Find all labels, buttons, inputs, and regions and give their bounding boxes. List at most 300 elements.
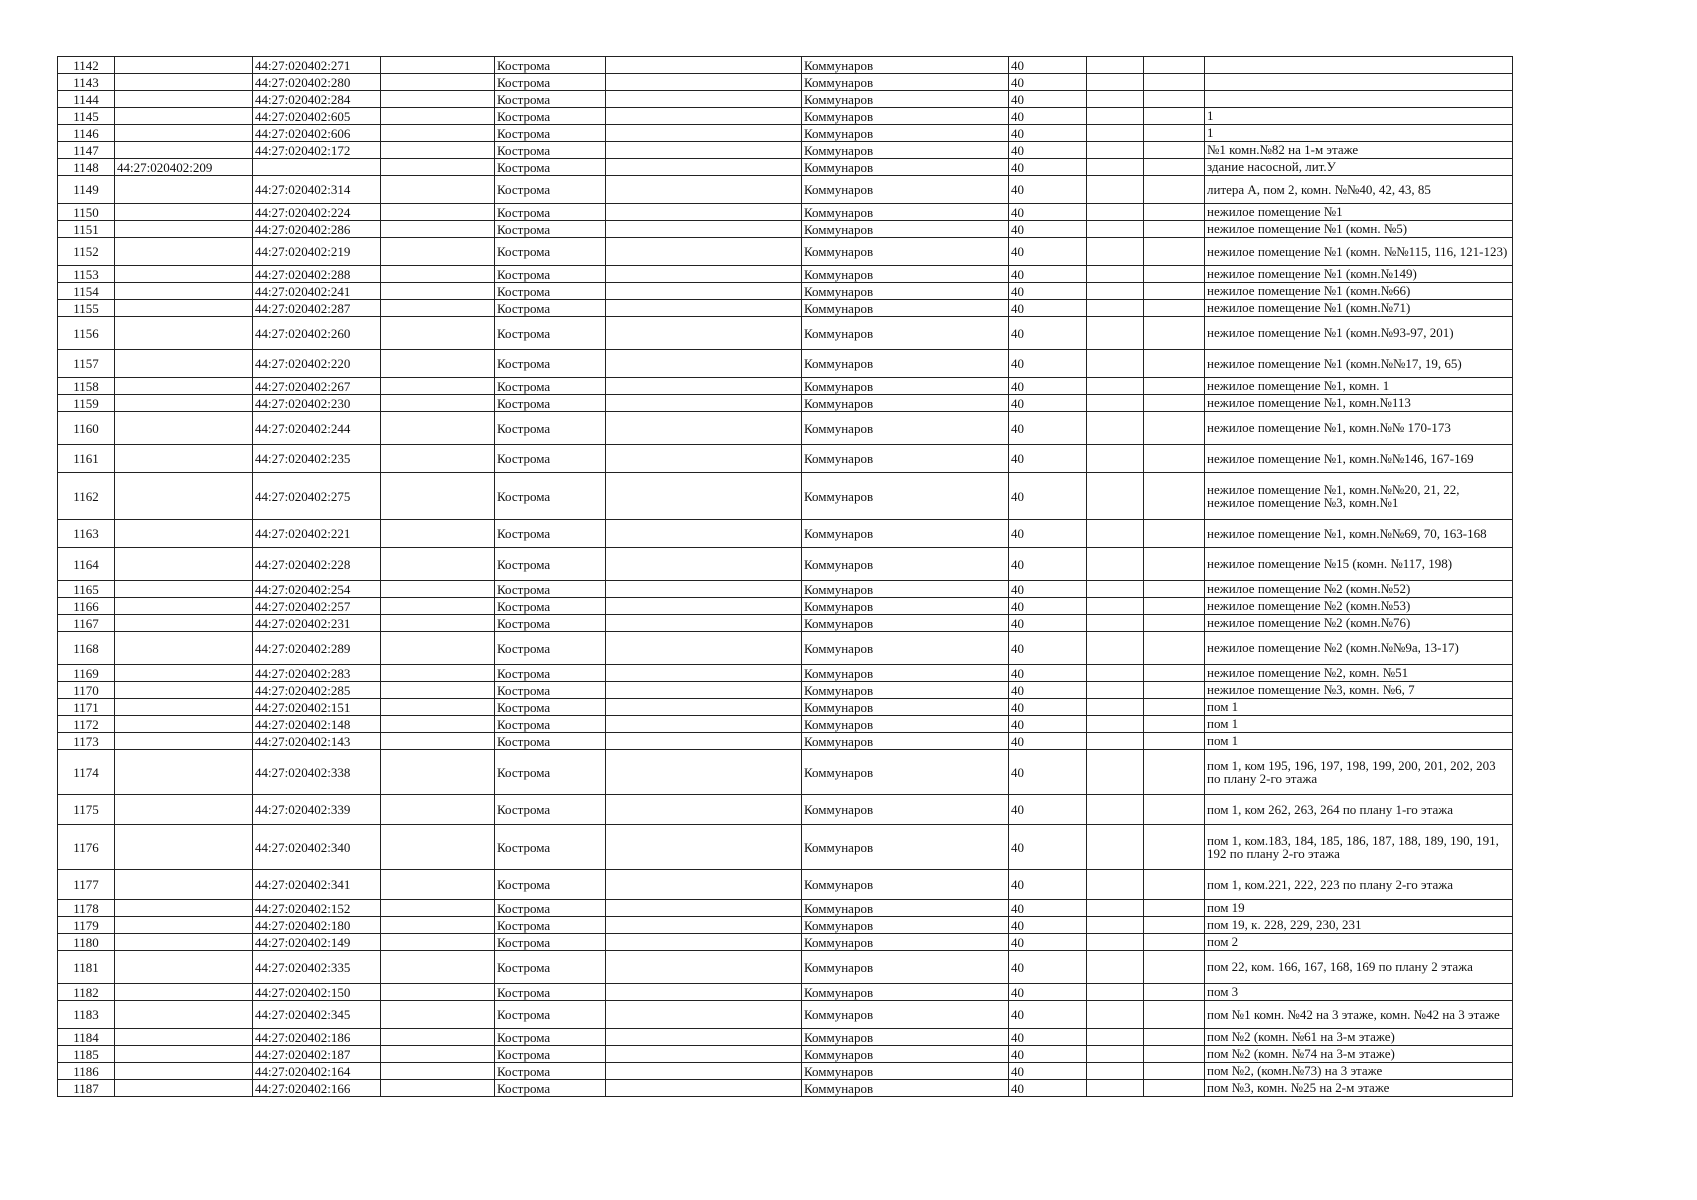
city-cell: Кострома — [495, 581, 606, 598]
premises-description-cell: 1 — [1205, 125, 1513, 142]
empty-cell — [606, 665, 802, 682]
empty-cell — [1087, 74, 1144, 91]
row-number-cell: 1171 — [58, 699, 115, 716]
empty-cell — [1087, 665, 1144, 682]
empty-cell — [1087, 951, 1144, 984]
premises-description-cell: пом 1 — [1205, 716, 1513, 733]
table-row — [58, 204, 1513, 221]
table-row — [58, 665, 1513, 682]
table-row — [58, 1046, 1513, 1063]
empty-cell — [381, 238, 495, 266]
table-row — [58, 581, 1513, 598]
row-number-cell: 1142 — [58, 57, 115, 74]
street-cell: Коммунаров — [802, 238, 1009, 266]
empty-cell — [606, 548, 802, 581]
empty-cell — [606, 716, 802, 733]
cadastral-number-building-cell — [115, 91, 253, 108]
house-number-cell: 40 — [1009, 283, 1087, 300]
street-cell: Коммунаров — [802, 378, 1009, 395]
street-cell: Коммунаров — [802, 473, 1009, 520]
cadastral-number-room-cell: 44:27:020402:340 — [253, 825, 381, 870]
city-cell: Кострома — [495, 1001, 606, 1029]
city-cell: Кострома — [495, 1046, 606, 1063]
house-number-cell: 40 — [1009, 204, 1087, 221]
empty-cell — [606, 91, 802, 108]
empty-cell — [381, 870, 495, 900]
city-cell: Кострома — [495, 473, 606, 520]
empty-cell — [1144, 395, 1205, 412]
empty-cell — [1144, 159, 1205, 176]
row-number-cell: 1148 — [58, 159, 115, 176]
empty-cell — [1144, 473, 1205, 520]
empty-cell — [1144, 581, 1205, 598]
row-number-cell: 1160 — [58, 412, 115, 445]
cadastral-number-building-cell — [115, 520, 253, 548]
city-cell: Кострома — [495, 74, 606, 91]
empty-cell — [1144, 300, 1205, 317]
empty-cell — [606, 74, 802, 91]
empty-cell — [1144, 204, 1205, 221]
row-number-cell: 1183 — [58, 1001, 115, 1029]
house-number-cell: 40 — [1009, 238, 1087, 266]
row-number-cell: 1173 — [58, 733, 115, 750]
table-row — [58, 1080, 1513, 1097]
table-row — [58, 699, 1513, 716]
empty-cell — [1144, 1029, 1205, 1046]
empty-cell — [606, 581, 802, 598]
empty-cell — [1087, 238, 1144, 266]
city-cell: Кострома — [495, 917, 606, 934]
city-cell: Кострома — [495, 266, 606, 283]
cadastral-number-room-cell: 44:27:020402:224 — [253, 204, 381, 221]
empty-cell — [381, 598, 495, 615]
row-number-cell: 1144 — [58, 91, 115, 108]
cadastral-number-room-cell: 44:27:020402:187 — [253, 1046, 381, 1063]
street-cell: Коммунаров — [802, 283, 1009, 300]
table-row — [58, 615, 1513, 632]
cadastral-number-room-cell: 44:27:020402:338 — [253, 750, 381, 795]
empty-cell — [1144, 615, 1205, 632]
row-number-cell: 1161 — [58, 445, 115, 473]
street-cell: Коммунаров — [802, 733, 1009, 750]
street-cell: Коммунаров — [802, 951, 1009, 984]
city-cell: Кострома — [495, 283, 606, 300]
empty-cell — [606, 317, 802, 350]
empty-cell — [381, 142, 495, 159]
city-cell: Кострома — [495, 520, 606, 548]
empty-cell — [381, 445, 495, 473]
cadastral-number-building-cell — [115, 1046, 253, 1063]
premises-description-cell: нежилое помещение №1 (комн. №№115, 116, 121-123) — [1205, 238, 1513, 266]
row-number-cell: 1151 — [58, 221, 115, 238]
empty-cell — [1144, 445, 1205, 473]
empty-cell — [381, 632, 495, 665]
cadastral-number-building-cell — [115, 716, 253, 733]
city-cell: Кострома — [495, 665, 606, 682]
house-number-cell: 40 — [1009, 632, 1087, 665]
empty-cell — [1087, 1001, 1144, 1029]
premises-description-cell: нежилое помещение №3, комн. №6, 7 — [1205, 682, 1513, 699]
premises-description-cell: нежилое помещение №2 (комн.№76) — [1205, 615, 1513, 632]
city-cell: Кострома — [495, 300, 606, 317]
empty-cell — [381, 548, 495, 581]
empty-cell — [1087, 733, 1144, 750]
city-cell: Кострома — [495, 699, 606, 716]
street-cell: Коммунаров — [802, 1001, 1009, 1029]
empty-cell — [381, 733, 495, 750]
row-number-cell: 1153 — [58, 266, 115, 283]
empty-cell — [381, 176, 495, 204]
street-cell: Коммунаров — [802, 934, 1009, 951]
street-cell: Коммунаров — [802, 548, 1009, 581]
city-cell: Кострома — [495, 57, 606, 74]
cadastral-number-building-cell — [115, 733, 253, 750]
premises-description-cell: пом №2 (комн. №74 на 3-м этаже) — [1205, 1046, 1513, 1063]
street-cell: Коммунаров — [802, 900, 1009, 917]
table-row — [58, 951, 1513, 984]
house-number-cell: 40 — [1009, 412, 1087, 445]
empty-cell — [1087, 1080, 1144, 1097]
empty-cell — [1087, 917, 1144, 934]
empty-cell — [381, 378, 495, 395]
cadastral-number-room-cell: 44:27:020402:283 — [253, 665, 381, 682]
table-row — [58, 984, 1513, 1001]
table-body — [58, 57, 1513, 1097]
premises-description-cell: пом №2, (комн.№73) на 3 этаже — [1205, 1063, 1513, 1080]
premises-description-cell: нежилое помещение №15 (комн. №117, 198) — [1205, 548, 1513, 581]
cadastral-number-room-cell: 44:27:020402:164 — [253, 1063, 381, 1080]
empty-cell — [1144, 317, 1205, 350]
empty-cell — [1144, 221, 1205, 238]
empty-cell — [606, 733, 802, 750]
cadastral-number-room-cell: 44:27:020402:235 — [253, 445, 381, 473]
cadastral-number-room-cell: 44:27:020402:241 — [253, 283, 381, 300]
empty-cell — [1144, 984, 1205, 1001]
empty-cell — [606, 266, 802, 283]
city-cell: Кострома — [495, 825, 606, 870]
cadastral-number-building-cell — [115, 581, 253, 598]
row-number-cell: 1158 — [58, 378, 115, 395]
row-number-cell: 1166 — [58, 598, 115, 615]
table-row — [58, 825, 1513, 870]
cadastral-number-building-cell — [115, 632, 253, 665]
house-number-cell: 40 — [1009, 300, 1087, 317]
cadastral-number-building-cell — [115, 870, 253, 900]
premises-description-cell — [1205, 57, 1513, 74]
cadastral-number-building-cell — [115, 283, 253, 300]
empty-cell — [1144, 795, 1205, 825]
house-number-cell: 40 — [1009, 1029, 1087, 1046]
cadastral-number-building-cell — [115, 378, 253, 395]
table-row — [58, 917, 1513, 934]
street-cell: Коммунаров — [802, 682, 1009, 699]
empty-cell — [1144, 598, 1205, 615]
empty-cell — [606, 108, 802, 125]
row-number-cell: 1186 — [58, 1063, 115, 1080]
cadastral-number-building-cell — [115, 266, 253, 283]
empty-cell — [1144, 350, 1205, 378]
house-number-cell: 40 — [1009, 733, 1087, 750]
table-row — [58, 125, 1513, 142]
house-number-cell: 40 — [1009, 395, 1087, 412]
cadastral-number-room-cell: 44:27:020402:230 — [253, 395, 381, 412]
empty-cell — [381, 900, 495, 917]
cadastral-number-room-cell: 44:27:020402:151 — [253, 699, 381, 716]
empty-cell — [1144, 1001, 1205, 1029]
empty-cell — [606, 238, 802, 266]
cadastral-number-room-cell: 44:27:020402:314 — [253, 176, 381, 204]
empty-cell — [1087, 176, 1144, 204]
empty-cell — [1087, 548, 1144, 581]
premises-description-cell: нежилое помещение №2 (комн.№52) — [1205, 581, 1513, 598]
empty-cell — [1087, 221, 1144, 238]
street-cell: Коммунаров — [802, 699, 1009, 716]
table-row — [58, 317, 1513, 350]
empty-cell — [606, 750, 802, 795]
empty-cell — [1087, 108, 1144, 125]
city-cell: Кострома — [495, 750, 606, 795]
street-cell: Коммунаров — [802, 1046, 1009, 1063]
city-cell: Кострома — [495, 378, 606, 395]
street-cell: Коммунаров — [802, 221, 1009, 238]
house-number-cell: 40 — [1009, 1063, 1087, 1080]
premises-description-cell: здание насосной, лит.У — [1205, 159, 1513, 176]
cadastral-number-building-cell — [115, 412, 253, 445]
empty-cell — [381, 699, 495, 716]
empty-cell — [606, 378, 802, 395]
table-row — [58, 378, 1513, 395]
row-number-cell: 1149 — [58, 176, 115, 204]
city-cell: Кострома — [495, 733, 606, 750]
house-number-cell: 40 — [1009, 1046, 1087, 1063]
empty-cell — [381, 984, 495, 1001]
empty-cell — [1087, 900, 1144, 917]
cadastral-number-building-cell — [115, 825, 253, 870]
table-row — [58, 350, 1513, 378]
house-number-cell: 40 — [1009, 917, 1087, 934]
row-number-cell: 1154 — [58, 283, 115, 300]
cadastral-number-room-cell: 44:27:020402:289 — [253, 632, 381, 665]
cadastral-number-building-cell — [115, 795, 253, 825]
empty-cell — [606, 176, 802, 204]
row-number-cell: 1180 — [58, 934, 115, 951]
premises-description-cell: пом №2 (комн. №61 на 3-м этаже) — [1205, 1029, 1513, 1046]
empty-cell — [1087, 750, 1144, 795]
house-number-cell: 40 — [1009, 176, 1087, 204]
table-row — [58, 900, 1513, 917]
row-number-cell: 1174 — [58, 750, 115, 795]
row-number-cell: 1179 — [58, 917, 115, 934]
city-cell: Кострома — [495, 951, 606, 984]
street-cell: Коммунаров — [802, 632, 1009, 665]
cadastral-number-building-cell — [115, 204, 253, 221]
street-cell: Коммунаров — [802, 1029, 1009, 1046]
empty-cell — [381, 74, 495, 91]
cadastral-number-room-cell: 44:27:020402:605 — [253, 108, 381, 125]
cadastral-number-room-cell: 44:27:020402:220 — [253, 350, 381, 378]
row-number-cell: 1164 — [58, 548, 115, 581]
cadastral-number-building-cell — [115, 984, 253, 1001]
cadastral-number-building-cell — [115, 300, 253, 317]
empty-cell — [381, 1001, 495, 1029]
empty-cell — [1087, 378, 1144, 395]
empty-cell — [381, 1046, 495, 1063]
empty-cell — [1144, 520, 1205, 548]
table-row — [58, 283, 1513, 300]
empty-cell — [606, 445, 802, 473]
cadastral-number-room-cell: 44:27:020402:339 — [253, 795, 381, 825]
street-cell: Коммунаров — [802, 445, 1009, 473]
house-number-cell: 40 — [1009, 665, 1087, 682]
cadastral-number-building-cell — [115, 682, 253, 699]
premises-description-cell: нежилое помещение №1 — [1205, 204, 1513, 221]
house-number-cell: 40 — [1009, 825, 1087, 870]
premises-description-cell: пом 1, ком 195, 196, 197, 198, 199, 200, 201, 202, 203 по плану 2-го этажа — [1205, 750, 1513, 795]
street-cell: Коммунаров — [802, 716, 1009, 733]
house-number-cell: 40 — [1009, 74, 1087, 91]
house-number-cell: 40 — [1009, 473, 1087, 520]
city-cell: Кострома — [495, 900, 606, 917]
empty-cell — [381, 917, 495, 934]
cadastral-number-building-cell — [115, 142, 253, 159]
house-number-cell: 40 — [1009, 520, 1087, 548]
city-cell: Кострома — [495, 934, 606, 951]
house-number-cell: 40 — [1009, 91, 1087, 108]
empty-cell — [1144, 142, 1205, 159]
empty-cell — [381, 581, 495, 598]
cadastral-number-room-cell: 44:27:020402:254 — [253, 581, 381, 598]
empty-cell — [381, 395, 495, 412]
table-row — [58, 520, 1513, 548]
empty-cell — [1087, 283, 1144, 300]
empty-cell — [381, 125, 495, 142]
empty-cell — [606, 917, 802, 934]
premises-description-cell: №1 комн.№82 на 1-м этаже — [1205, 142, 1513, 159]
empty-cell — [381, 1080, 495, 1097]
house-number-cell: 40 — [1009, 795, 1087, 825]
row-number-cell: 1175 — [58, 795, 115, 825]
city-cell: Кострома — [495, 716, 606, 733]
empty-cell — [381, 412, 495, 445]
street-cell: Коммунаров — [802, 598, 1009, 615]
street-cell: Коммунаров — [802, 984, 1009, 1001]
street-cell: Коммунаров — [802, 142, 1009, 159]
empty-cell — [1144, 665, 1205, 682]
cadastral-number-building-cell — [115, 395, 253, 412]
empty-cell — [1087, 1063, 1144, 1080]
row-number-cell: 1181 — [58, 951, 115, 984]
empty-cell — [1144, 716, 1205, 733]
empty-cell — [1087, 615, 1144, 632]
city-cell: Кострома — [495, 142, 606, 159]
city-cell: Кострома — [495, 1080, 606, 1097]
cadastral-number-room-cell: 44:27:020402:143 — [253, 733, 381, 750]
empty-cell — [606, 142, 802, 159]
empty-cell — [606, 57, 802, 74]
empty-cell — [381, 750, 495, 795]
street-cell: Коммунаров — [802, 395, 1009, 412]
house-number-cell: 40 — [1009, 900, 1087, 917]
empty-cell — [1144, 825, 1205, 870]
premises-description-cell: пом 1 — [1205, 733, 1513, 750]
table-row — [58, 74, 1513, 91]
empty-cell — [606, 520, 802, 548]
empty-cell — [606, 159, 802, 176]
city-cell: Кострома — [495, 445, 606, 473]
empty-cell — [381, 91, 495, 108]
cadastral-number-building-cell — [115, 934, 253, 951]
cadastral-number-building-cell — [115, 108, 253, 125]
empty-cell — [1087, 266, 1144, 283]
empty-cell — [606, 412, 802, 445]
row-number-cell: 1168 — [58, 632, 115, 665]
premises-description-cell: пом №1 комн. №42 на 3 этаже, комн. №42 на 3 этаже — [1205, 1001, 1513, 1029]
empty-cell — [606, 795, 802, 825]
house-number-cell: 40 — [1009, 682, 1087, 699]
city-cell: Кострома — [495, 632, 606, 665]
premises-description-cell: 1 — [1205, 108, 1513, 125]
table-row — [58, 91, 1513, 108]
empty-cell — [1087, 632, 1144, 665]
empty-cell — [381, 825, 495, 870]
empty-cell — [1144, 378, 1205, 395]
premises-description-cell: нежилое помещение №1, комн.№№20, 21, 22, нежилое помещение №3, комн.№1 — [1205, 473, 1513, 520]
house-number-cell: 40 — [1009, 57, 1087, 74]
row-number-cell: 1147 — [58, 142, 115, 159]
empty-cell — [381, 1063, 495, 1080]
empty-cell — [381, 951, 495, 984]
table-row — [58, 1029, 1513, 1046]
cadastral-number-building-cell — [115, 74, 253, 91]
table-row — [58, 57, 1513, 74]
house-number-cell: 40 — [1009, 716, 1087, 733]
empty-cell — [1144, 632, 1205, 665]
empty-cell — [1087, 142, 1144, 159]
empty-cell — [1087, 57, 1144, 74]
street-cell: Коммунаров — [802, 300, 1009, 317]
empty-cell — [1144, 951, 1205, 984]
cadastral-number-building-cell — [115, 221, 253, 238]
empty-cell — [1144, 57, 1205, 74]
row-number-cell: 1182 — [58, 984, 115, 1001]
table-row — [58, 548, 1513, 581]
cadastral-number-room-cell: 44:27:020402:150 — [253, 984, 381, 1001]
city-cell: Кострома — [495, 125, 606, 142]
cadastral-number-building-cell — [115, 615, 253, 632]
cadastral-number-room-cell: 44:27:020402:228 — [253, 548, 381, 581]
empty-cell — [606, 598, 802, 615]
row-number-cell: 1178 — [58, 900, 115, 917]
premises-description-cell — [1205, 91, 1513, 108]
cadastral-number-building-cell — [115, 473, 253, 520]
cadastral-number-building-cell — [115, 598, 253, 615]
street-cell: Коммунаров — [802, 74, 1009, 91]
house-number-cell: 40 — [1009, 159, 1087, 176]
cadastral-number-building-cell — [115, 350, 253, 378]
city-cell: Кострома — [495, 412, 606, 445]
city-cell: Кострома — [495, 238, 606, 266]
cadastral-number-room-cell: 44:27:020402:287 — [253, 300, 381, 317]
table-row — [58, 445, 1513, 473]
table-row — [58, 733, 1513, 750]
cadastral-number-room-cell: 44:27:020402:341 — [253, 870, 381, 900]
row-number-cell: 1187 — [58, 1080, 115, 1097]
empty-cell — [1087, 598, 1144, 615]
house-number-cell: 40 — [1009, 750, 1087, 795]
empty-cell — [381, 57, 495, 74]
premises-description-cell: нежилое помещение №1 (комн.№71) — [1205, 300, 1513, 317]
table-row — [58, 632, 1513, 665]
